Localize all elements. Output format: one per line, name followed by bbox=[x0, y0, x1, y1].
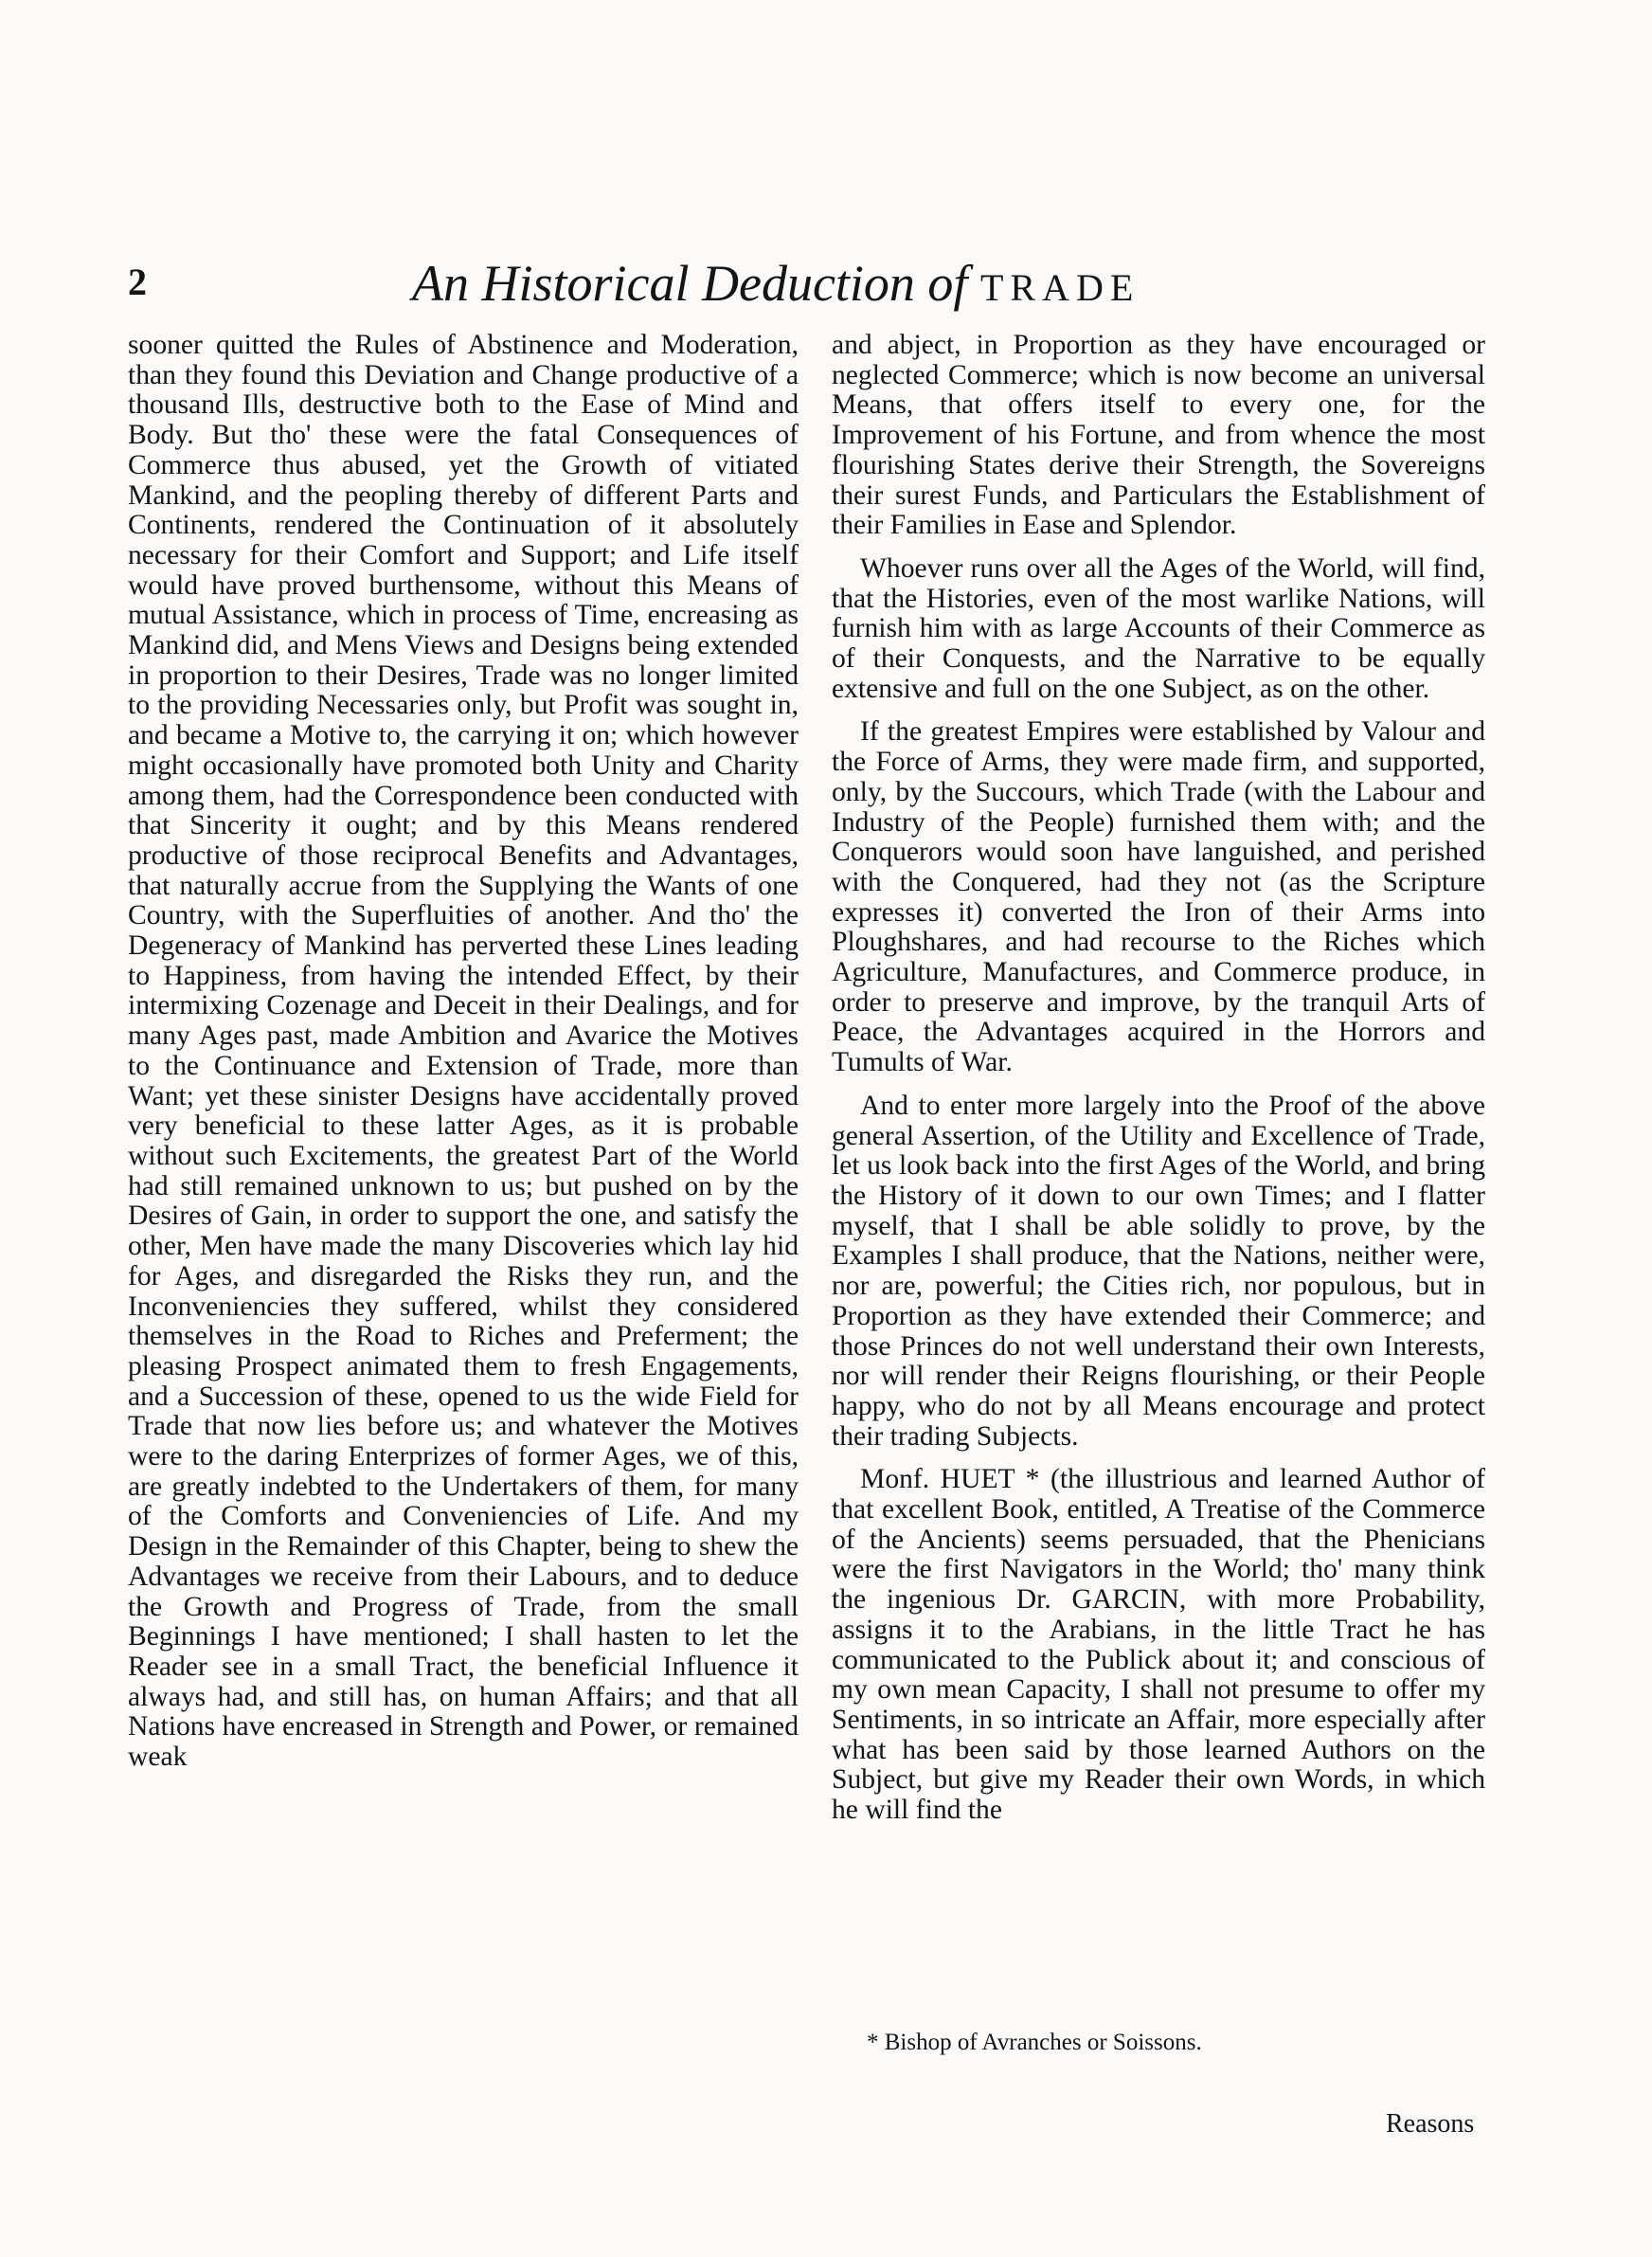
running-header bbox=[128, 254, 1501, 330]
paragraph: And to enter more largely into the Proof of the above general Assertion, of the Utility and Excellence of Trade, let us look back into the first Ages of the World, and bring the History of it down to our own Times; and I flatter myself, that I shall be able solidly to prove, by the Examples I shall produce, that the Nations, neither were, nor are, powerful; the Cities rich, nor populous, but in Proportion as they have extended their Commerce; and those Princes do not well understand their own Interests, nor will render their Reigns flourishing, or their People happy, who do not by all Means encourage and protect their trading Subjects. bbox=[832, 1090, 1485, 1452]
paragraph: Monf. HUET * (the illustrious and learned Author of that excellent Book, entitled, A Treatise of the Commerce of the Ancients) seems persuaded, that the Phenicians were the first Navigators in the World; tho' many think the ingenious Dr. GARCIN, with more Probability, assigns it to the Arabians, in the little Tract he has communicated to the Publick about it; and conscious of my own mean Capacity, I shall not presume to offer my Sentiments, in so intricate an Affair, more especially after what has been said by those learned Authors on the Subject, but give my Reader their own Words, in which he will find the bbox=[832, 1464, 1485, 1826]
paragraph: and abject, in Proportion as they have encouraged or neglected Commerce; which is now become an universal Means, that offers itself to every one, for the Improvement of his Fortune, and from whence the most flourishing States derive their Strength, the Sovereigns their surest Funds, and Particulars the Establishment of their Families in Ease and Splendor. bbox=[832, 330, 1485, 541]
left-column bbox=[128, 331, 799, 1773]
paragraph: If the greatest Empires were established by Valour and the Force of Arms, they were made firm, and supported, only, by the Succours, which Trade (with the Labour and Industry of the People) furnished them with; and the Conquerors would soon have languished, and perished with the Conquered, had they not (as the Scripture expresses it) converted the Iron of their Arms into Ploughshares, and had recourse to the Riches which Agriculture, Manufactures, and Commerce produce, in order to preserve and improve, by the tranquil Arts of Peace, the Advantages acquired in the Horrors and Tumults of War. bbox=[832, 716, 1485, 1078]
running-title-italic: An Historical Deduction of bbox=[412, 255, 968, 312]
paragraph: sooner quitted the Rules of Abstinence and Moderation, than they found this Deviation and Change productive of a thousand Ills, destructive both to the Ease of Mind and Body. But tho' these were the fatal Consequences of Commerce thus abused, yet the Growth of vitiated Mankind, and the peopling thereby of different Parts and Continents, rendered the Continuation of it absolutely necessary for their Comfort and Support; and Life itself would have proved burthensome, without this Means of mutual Assistance, which in process of Time, encreasing as Mankind did, and Mens Views and Designs being extended in proportion to their Desires, Trade was no longer limited to the providing Necessaries only, but Profit was sought in, and became a Motive to, the carrying it on; which however might occasionally have promoted both Unity and Charity among them, had the Correspondence been conducted with that Sincerity it ought; and by this Means rendered productive of those reciprocal Benefits and Advantages, that naturally accrue from the Supplying the Wants of one Country, with the Superfluities of another. And tho' the Degeneracy of Mankind has perverted these Lines leading to Happiness, from having the intended Effect, by their intermixing Cozenage and Deceit in their Dealings, and for many Ages past, made Ambition and Avarice the Motives to the Continuance and Extension of Trade, more than Want; yet these sinister Designs have accidentally proved very beneficial to these latter Ages, as it is probable without such Excitements, the greatest Part of the World had still remained unknown to us; but pushed on by the Desires of Gain, in order to support the one, and satisfy the other, Men have made the many Discoveries which lay hid for Ages, and disregarded the Risks they run, and the Inconveniencies they suffered, whilst they considered themselves in the Road to Riches and Preferment; the pleasing Prospect animated them to fresh Engagements, and a Succession of these, opened to us the wide Field for Trade that now lies before us; and whatever the Motives were to the daring Enterprizes of former Ages, we of this, are greatly indebted to the Undertakers of them, for many of the Comforts and Conveniencies of Life. And my Design in the Remainder of this Chapter, being to shew the Advantages we receive from their Labours, and to deduce the Growth and Progress of Trade, from the small Beginnings I have mentioned; I shall hasten to let the Reader see in a small Tract, the beneficial Influence it always had, and still has, on human Affairs; and that all Nations have encreased in Strength and Power, or remained weak bbox=[128, 330, 799, 1773]
catchword: Reasons bbox=[1386, 2109, 1475, 2139]
page-number: 2 bbox=[128, 261, 147, 303]
running-title bbox=[412, 254, 1140, 313]
right-column bbox=[832, 331, 1485, 1826]
footnote: * Bishop of Avranches or Soissons. bbox=[867, 2030, 1202, 2055]
paragraph: Whoever runs over all the Ages of the World, will find, that the Histories, even of the most warlike Nations, will furnish him with as large Accounts of their Commerce as of their Conquests, and the Narrative to be equally extensive and full on the one Subject, as on the other. bbox=[832, 552, 1485, 704]
running-title-caps: TRADE bbox=[979, 266, 1140, 309]
